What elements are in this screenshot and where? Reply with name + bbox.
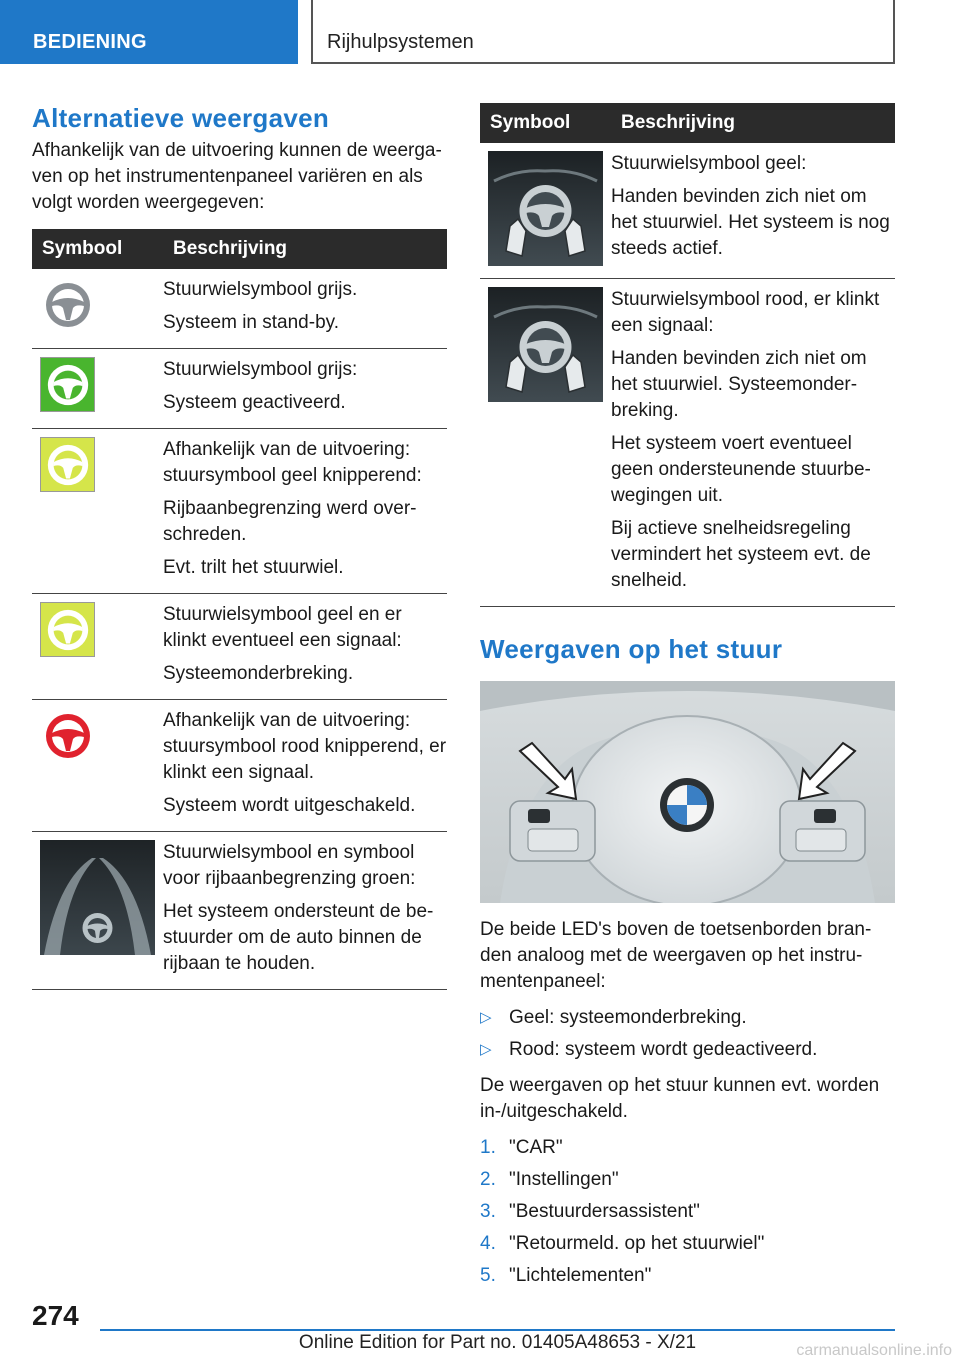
step-number: 2.: [480, 1169, 496, 1190]
row-description-line: Systeem in stand-by.: [163, 312, 340, 333]
row-description-line: Afhankelijk van de uitvoering: stuursymbool rood knipperend, er klinkt een signaal.: [163, 710, 447, 783]
steering-wheel-green-icon: [40, 357, 95, 412]
step-text: "Retourmeld. op het stuurwiel": [509, 1233, 765, 1254]
table-row: [32, 700, 447, 832]
row-description-line: Afhankelijk van de uitvoering: stuursymbool geel knipperend:: [163, 439, 422, 486]
row-description-line: Stuurwielsymbool grijs:: [163, 359, 358, 380]
step-number: 4.: [480, 1233, 496, 1254]
led-color-list: [480, 1005, 895, 1063]
steering-wheel-red-icon: [40, 708, 95, 763]
chapter-title: Rijhulpsystemen: [311, 0, 895, 64]
step-item: [480, 1231, 895, 1257]
row-description-line: Bij actieve snelheidsregeling vermindert het systeem evt. de snelheid.: [611, 518, 871, 591]
left-column: [32, 100, 447, 990]
row-description-line: Stuurwielsymbool en symbool voor rijbaanbegrenzing groen:: [163, 842, 416, 889]
led-paragraph: De beide LED's boven de toetsenborden bran-den analoog met de weergaven op het instru-mentenpaneel:: [480, 919, 872, 992]
steering-wheel-yellow-blinking-icon: [40, 437, 95, 492]
list-item-text: Geel: systeemonderbreking.: [509, 1007, 747, 1028]
hands-off-red-display-icon: [488, 287, 603, 402]
intro-paragraph: Afhankelijk van de uitvoering kunnen de weerga-ven op het instrumentenpaneel variëren en als volgt worden weergegeven:: [32, 140, 442, 213]
step-text: "Bestuurdersassistent": [509, 1201, 700, 1222]
step-text: "Lichtelementen": [509, 1265, 652, 1286]
step-number: 3.: [480, 1201, 496, 1222]
symbol-table-right: [480, 103, 895, 607]
row-description-line: Evt. trilt het stuurwiel.: [163, 557, 344, 578]
row-description-line: Rijbaanbegrenzing werd over-schreden.: [163, 498, 417, 545]
right-column: [480, 103, 895, 1295]
table-row: [480, 143, 895, 279]
step-number: 5.: [480, 1265, 496, 1286]
row-description-line: Stuurwielsymbool rood, er klinkt een signaal:: [611, 289, 880, 336]
triangle-bullet-icon: ▷: [480, 1009, 492, 1026]
row-description-line: Het systeem ondersteunt de be-stuurder om de auto binnen de rijbaan te houden.: [163, 901, 434, 974]
steering-wheel-yellow-icon: [40, 602, 95, 657]
step-text: "Instellingen": [509, 1169, 619, 1190]
row-description-line: Handen bevinden zich niet om het stuurwiel. Het systeem is nog steeds actief.: [611, 186, 890, 259]
row-description-line: Het systeem voert eventueel geen ondersteunende stuurbe-wegingen uit.: [611, 433, 871, 506]
step-text: "CAR": [509, 1137, 563, 1158]
watermark-text: carmanualsonline.info: [796, 1342, 952, 1359]
section-heading-weergaven-op-het-stuur: Weergaven op het stuur: [480, 634, 783, 664]
column-header-description: Beschrijving: [163, 229, 447, 269]
menu-steps-list: [480, 1135, 895, 1289]
column-header-symbol: Symbool: [32, 229, 163, 269]
steering-wheel-photo: [480, 681, 895, 903]
column-header-description: Beschrijving: [611, 103, 895, 143]
row-description-line: Systeem wordt uitgeschakeld.: [163, 795, 416, 816]
column-header-symbol: Symbool: [480, 103, 611, 143]
table-row: [480, 279, 895, 607]
section-heading-alternatieve-weergaven: Alternatieve weergaven: [32, 103, 330, 133]
step-item: [480, 1167, 895, 1193]
steering-wheel-grey-icon: [40, 277, 95, 332]
list-item: [480, 1005, 895, 1031]
lane-boundary-display-icon: [40, 840, 155, 955]
row-description-line: Systeem geactiveerd.: [163, 392, 346, 413]
row-description-line: Stuurwielsymbool geel:: [611, 153, 807, 174]
hands-off-yellow-display-icon: [488, 151, 603, 266]
row-description-line: Stuurwielsymbool geel en er klinkt eventueel een signaal:: [163, 604, 402, 651]
row-description-line: Systeemonderbreking.: [163, 663, 354, 684]
table-row: [32, 594, 447, 700]
page-number: 274: [32, 1300, 79, 1331]
table-row: [32, 269, 447, 349]
triangle-bullet-icon: ▷: [480, 1041, 492, 1058]
list-item: [480, 1037, 895, 1063]
row-description-line: Handen bevinden zich niet om het stuurwiel. Systeemonder-breking.: [611, 348, 867, 421]
toggle-paragraph: De weergaven op het stuur kunnen evt. worden in-/uitgeschakeld.: [480, 1075, 880, 1122]
step-item: [480, 1199, 895, 1225]
symbol-table-left: [32, 229, 447, 990]
step-item: [480, 1263, 895, 1289]
step-item: [480, 1135, 895, 1161]
table-row: [32, 832, 447, 990]
footer-edition-text: Online Edition for Part no. 01405A48653 - X/21: [298, 1332, 697, 1353]
table-row: [32, 349, 447, 429]
step-number: 1.: [480, 1137, 496, 1158]
list-item-text: Rood: systeem wordt gedeactiveerd.: [509, 1039, 818, 1060]
row-description-line: Stuurwielsymbool grijs.: [163, 279, 358, 300]
table-row: [32, 429, 447, 594]
section-tab: BEDIENING: [0, 0, 298, 64]
